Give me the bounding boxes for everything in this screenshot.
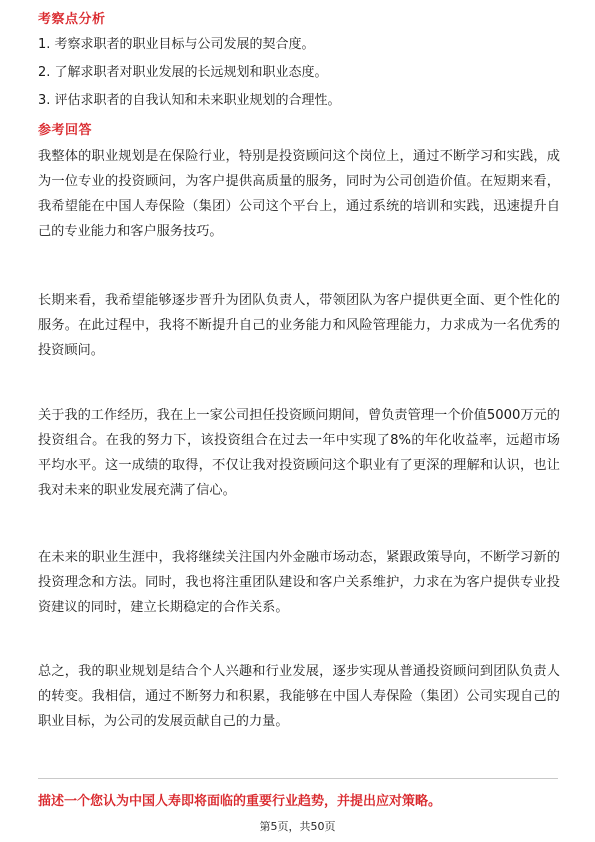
page-indicator: 第5页，共50页 — [259, 820, 336, 833]
next-question: 描述一个您认为中国人寿即将面临的重要行业趋势，并提出应对策略。 — [38, 794, 442, 809]
analysis-item-2: 2. 了解求职者对职业发展的长远规划和职业态度。 — [38, 65, 328, 80]
analysis-item-3: 3. 评估求职者的自我认知和未来职业规划的合理性。 — [38, 93, 341, 108]
answer-paragraph-2: 长期来看，我希望能够逐步晋升为团队负责人，带领团队为客户提供更全面、更个性化的服务。在此过程中，我将不断提升自己的业务能力和风险管理能力，力求成为一名优秀的投资顾问。 — [38, 293, 560, 358]
analysis-heading: 考察点分析 — [38, 12, 106, 27]
analysis-item-1: 1. 考察求职者的职业目标与公司发展的契合度。 — [38, 37, 315, 52]
answer-paragraph-4: 在未来的职业生涯中，我将继续关注国内外金融市场动态，紧跟政策导向，不断学习新的投资理念和方法。同时，我也将注重团队建设和客户关系维护，力求在为客户提供专业投资建议的同时，建立长期稳定的合作关系。 — [38, 550, 560, 615]
answer-heading: 参考回答 — [38, 123, 93, 138]
answer-paragraph-1: 我整体的职业规划是在保险行业，特别是投资顾问这个岗位上，通过不断学习和实践，成为一位专业的投资顾问，为客户提供高质量的服务，同时为公司创造价值。在短期来看，我希望能在中国人寿保险（集团）公司这个平台上，通过系统的培训和实践，迅速提升自己的专业能力和客户服务技巧。 — [38, 149, 560, 239]
answer-paragraph-3: 关于我的工作经历，我在上一家公司担任投资顾问期间，曾负责管理一个价值5000万元的投资组合。在我的努力下，该投资组合在过去一年中实现了8%的年化收益率，远超市场平均水平。这一成绩的取得，不仅让我对投资顾问这个职业有了更深的理解和认识，也让我对未来的职业发展充满了信心。 — [38, 408, 560, 498]
section-divider — [38, 778, 558, 779]
answer-paragraph-5: 总之，我的职业规划是结合个人兴趣和行业发展，逐步实现从普通投资顾问到团队负责人的转变。我相信，通过不断努力和积累，我能够在中国人寿保险（集团）公司实现自己的职业目标，为公司的发展贡献自己的力量。 — [38, 664, 560, 729]
